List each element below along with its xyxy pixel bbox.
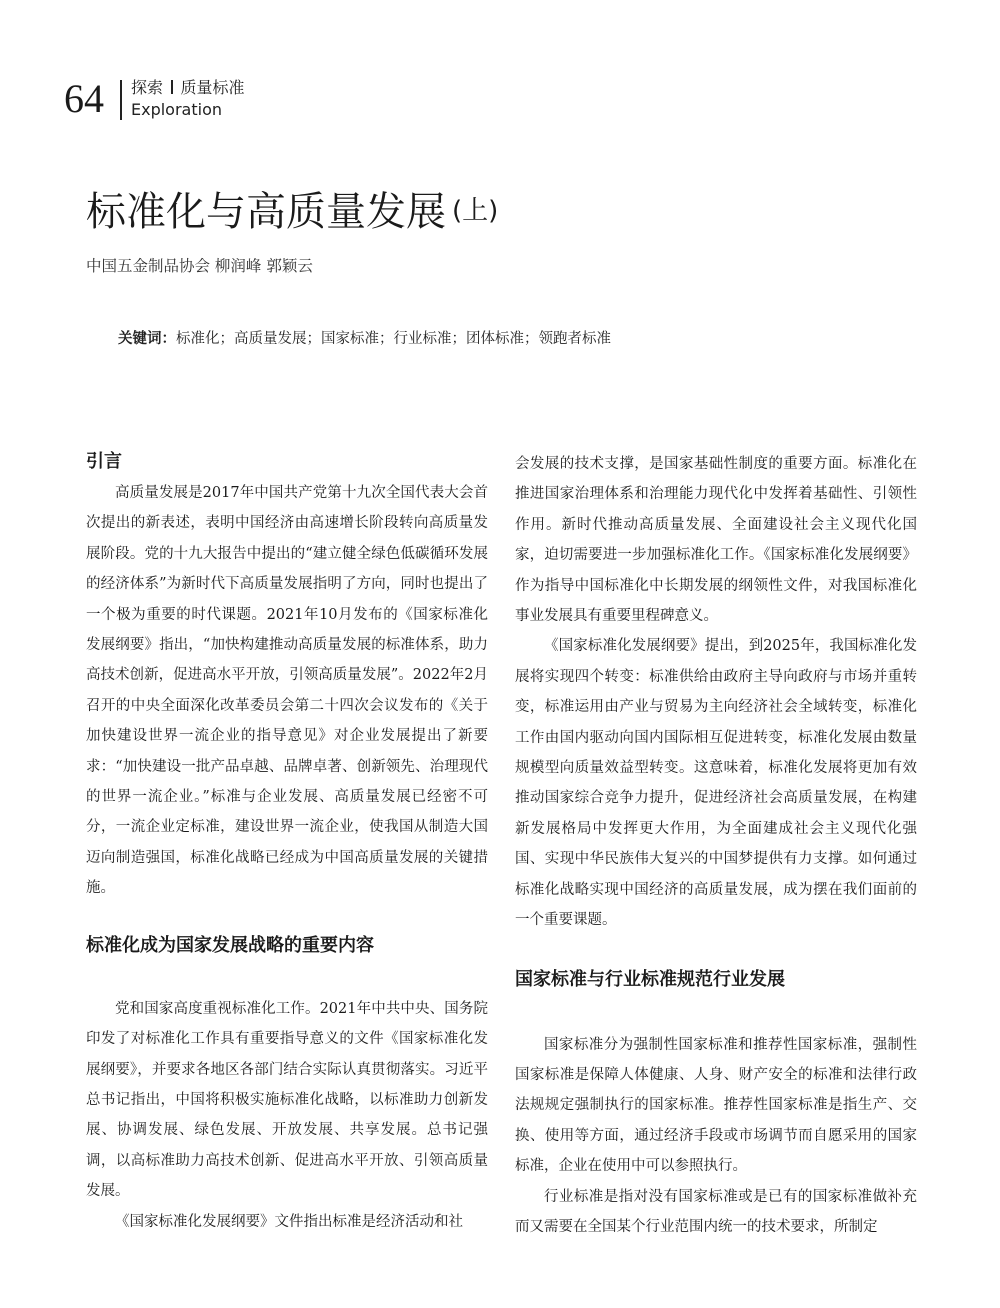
heading-national-industry-standards: 国家标准与行业标准规范行业发展 xyxy=(515,968,785,990)
section-name-english: Exploration xyxy=(131,100,222,119)
section-separator xyxy=(171,80,173,94)
article-title: 标准化与高质量发展 xyxy=(86,189,446,235)
heading-introduction: 引言 xyxy=(86,451,122,472)
article-authors: 中国五金制品协会 柳润峰 郭颖云 xyxy=(86,257,313,275)
keywords-list: 标准化；高质量发展；国家标准；行业标准；团体标准；领跑者标准 xyxy=(176,331,611,347)
article-title-part: (上) xyxy=(452,196,499,226)
header-divider xyxy=(120,80,122,120)
page-number: 64 xyxy=(64,76,104,121)
keywords-line xyxy=(118,328,611,350)
national-paragraph-2: 行业标准是指对没有国家标准或是已有的国家标准做补充而又需要在全国某个行业范围内统一的技术要求，所制定 xyxy=(515,1188,917,1235)
national-paragraph-1: 国家标准分为强制性国家标准和推荐性国家标准，强制性国家标准是保障人体健康、人身、财产安全的标准和法律行政法规规定强制执行的国家标准。推荐性国家标准是指生产、交换、使用等方面，通过经济手段或市场调节而自愿采用的国家标准，企业在使用中可以参照执行。 xyxy=(515,1036,917,1175)
subsection-name: 质量标准 xyxy=(180,78,245,97)
section-name: 探索 xyxy=(131,78,164,97)
strategy-paragraph-3: 《国家标准化发展纲要》提出，到2025年，我国标准化发展将实现四个转变：标准供给由政府主导向政府与市场并重转变，标准运用由产业与贸易为主向经济社会全域转变，标准化工作由国内驱动向国内国际相互促进转变，标准化发展由数量规模型向质量效益型转变。这意味着，标准化发展将更加有效推动国家综合竞争力提升，促进经济社会高质量发展，在构建新发展格局中发挥更大作用，为全面建成社会主义现代化强国、实现中华民族伟大复兴的中国梦提供有力支撑。如何通过标准化战略实现中国经济的高质量发展，成为摆在我们面前的一个重要课题。 xyxy=(515,638,917,929)
header-section-block xyxy=(131,78,245,120)
section-line xyxy=(131,78,245,98)
keywords-label: 关键词： xyxy=(118,331,176,347)
strategy-paragraph-1: 党和国家高度重视标准化工作。2021年中共中央、国务院印发了对标准化工作具有重要指导意义的文件《国家标准化发展纲要》，并要求各地区各部门结合实际认真贯彻落实。习近平总书记指出，中国将积极实施标准化战略，以标准助力创新发展、协调发展、绿色发展、开放发展、共享发展。总书记强调，以高标准助力高技术创新、促进高水平开放、引领高质量发展。 xyxy=(86,1000,488,1200)
intro-paragraph: 高质量发展是2017年中国共产党第十九次全国代表大会首次提出的新表述，表明中国经济由高速增长阶段转向高质量发展阶段。党的十九大报告中提出的“建立健全绿色低碳循环发展的经济体系”为新时代下高质量发展指明了方向，同时也提出了一个极为重要的时代课题。2021年10月发布的《国家标准化发展纲要》指出，“加快构建推动高质量发展的标准体系，助力高技术创新，促进高水平开放，引领高质量发展”。2022年2月召开的中央全面深化改革委员会第二十四次会议发布的《关于加快建设世界一流企业的指导意见》对企业发展提出了新要求：“加快建设一批产品卓越、品牌卓著、创新领先、治理现代的世界一流企业。”标准与企业发展、高质量发展已经密不可分，一流企业定标准，建设世界一流企业，使我国从制造大国迈向制造强国，标准化战略已经成为中国高质量发展的关键措施。 xyxy=(86,485,488,897)
right-column xyxy=(515,449,917,1242)
heading-standardization-strategy: 标准化成为国家发展战略的重要内容 xyxy=(86,934,374,956)
strategy-paragraph-2-start: 《国家标准化发展纲要》文件指出标准是经济活动和社 xyxy=(115,1213,463,1230)
strategy-paragraph-2-cont: 会发展的技术支撑，是国家基础性制度的重要方面。标准化在推进国家治理体系和治理能力现代化中发挥着基础性、引领性作用。新时代推动高质量发展、全面建设社会主义现代化国家，迫切需要进一步加强标准化工作。《国家标准化发展纲要》作为指导中国标准化中长期发展的纲领性文件，对我国标准化事业发展具有重要里程碑意义。 xyxy=(515,456,917,625)
article-title-block xyxy=(86,186,498,237)
left-column xyxy=(86,448,488,1237)
